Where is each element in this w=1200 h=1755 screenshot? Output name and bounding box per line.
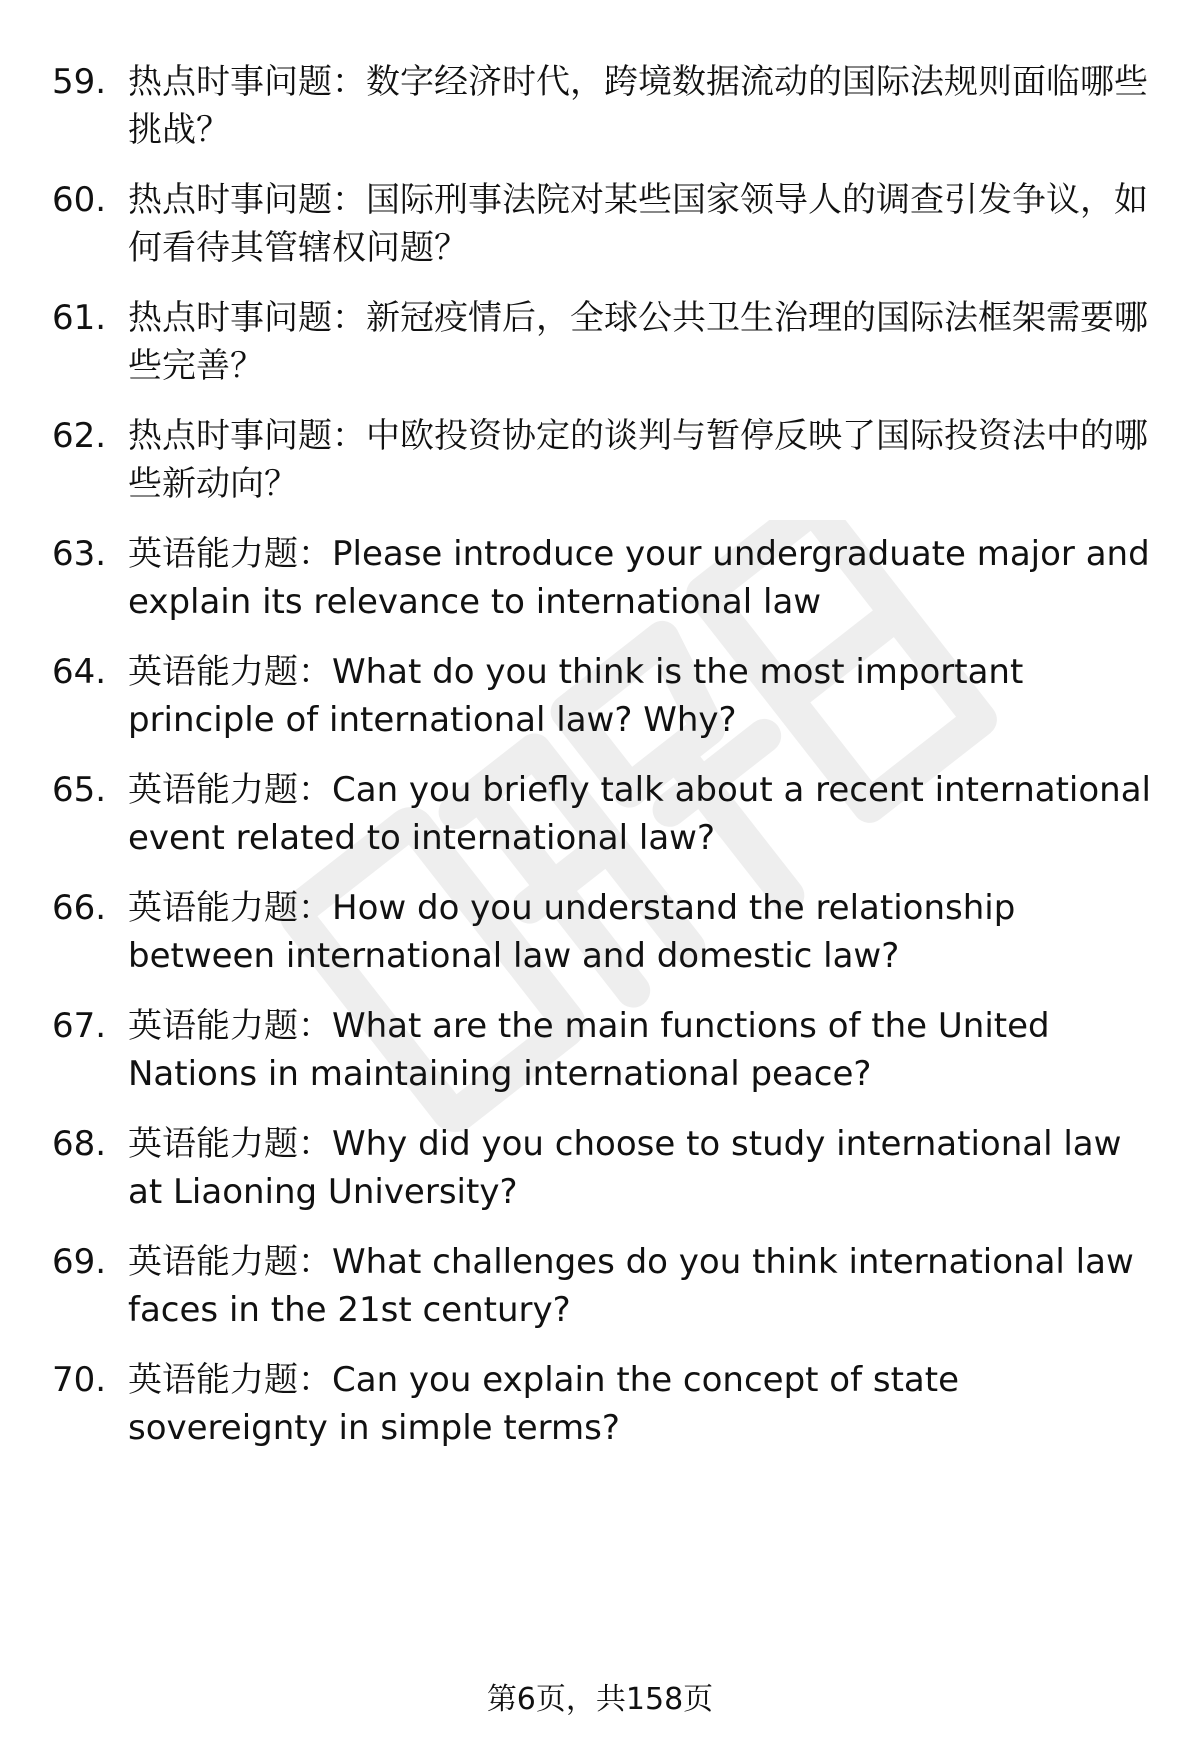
- question-item: [0, 58, 1200, 168]
- page-footer: 第6页，共158页: [486, 1682, 714, 1717]
- question-number: 64.: [52, 652, 107, 692]
- question-item: [0, 1238, 1200, 1348]
- question-item: [0, 176, 1200, 286]
- question-number: 59.: [52, 62, 107, 102]
- question-text: 英语能力题：What challenges do you think international law faces in the 21st century?: [128, 1242, 1134, 1330]
- question-item: [0, 1120, 1200, 1230]
- question-text: 热点时事问题：新冠疫情后，全球公共卫生治理的国际法框架需要哪些完善？: [128, 298, 1148, 386]
- question-item: [0, 530, 1200, 640]
- question-item: [0, 766, 1200, 876]
- question-text: 英语能力题：What do you think is the most important principle of international law? Why?: [128, 652, 1024, 740]
- question-text: 英语能力题：Can you briefly talk about a recent international event related to international law?: [128, 770, 1152, 858]
- question-number: 66.: [52, 888, 107, 928]
- question-text: 热点时事问题：国际刑事法院对某些国家领导人的调查引发争议，如何看待其管辖权问题？: [128, 180, 1148, 268]
- question-number: 62.: [52, 416, 107, 456]
- question-number: 68.: [52, 1124, 107, 1164]
- question-number: 67.: [52, 1006, 107, 1046]
- question-item: [0, 884, 1200, 994]
- question-item: [0, 648, 1200, 758]
- question-number: 65.: [52, 770, 107, 810]
- question-text: 英语能力题：Why did you choose to study international law at Liaoning University?: [128, 1124, 1122, 1212]
- question-item: [0, 294, 1200, 404]
- question-text: 英语能力题：How do you understand the relationship between international law and domestic law?: [128, 888, 1016, 976]
- question-item: [0, 1356, 1200, 1466]
- question-number: 60.: [52, 180, 107, 220]
- question-text: 英语能力题：Can you explain the concept of state sovereignty in simple terms?: [128, 1360, 960, 1448]
- question-number: 69.: [52, 1242, 107, 1282]
- question-text: 热点时事问题：数字经济时代，跨境数据流动的国际法规则面临哪些挑战？: [128, 62, 1148, 150]
- question-text: 英语能力题：Please introduce your undergraduate major and explain its relevance to international law: [128, 534, 1150, 622]
- question-text: 英语能力题：What are the main functions of the United Nations in maintaining international peace?: [128, 1006, 1050, 1094]
- question-number: 63.: [52, 534, 107, 574]
- question-number: 61.: [52, 298, 107, 338]
- question-text: 热点时事问题：中欧投资协定的谈判与暂停反映了国际投资法中的哪些新动向？: [128, 416, 1148, 504]
- question-number: 70.: [52, 1360, 107, 1400]
- question-item: [0, 1002, 1200, 1112]
- question-item: [0, 412, 1200, 522]
